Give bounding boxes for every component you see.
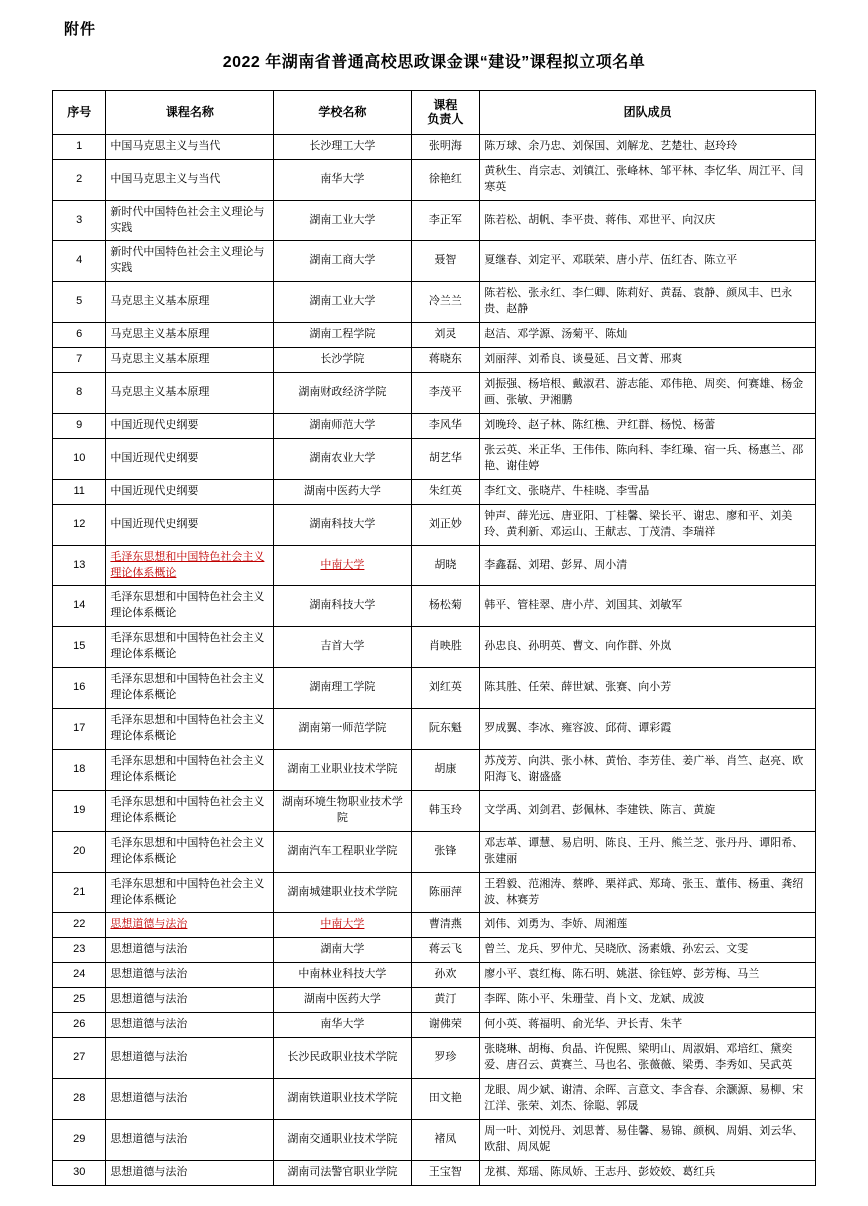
cell-course-name: 思想道德与法治 (106, 1160, 274, 1185)
table-row (53, 413, 816, 438)
cell-school-name: 中南大学 (274, 913, 411, 938)
cell-school-name: 湖南科技大学 (274, 586, 411, 627)
cell-course-name: 马克思主义基本原理 (106, 348, 274, 373)
cell-no: 12 (53, 504, 106, 545)
cell-no: 1 (53, 134, 106, 159)
cell-course-name: 毛泽东思想和中国特色社会主义理论体系概论 (106, 668, 274, 709)
cell-no: 8 (53, 373, 106, 414)
cell-no: 7 (53, 348, 106, 373)
cell-course-name: 中国近现代史纲要 (106, 504, 274, 545)
cell-course-name: 毛泽东思想和中国特色社会主义理论体系概论 (106, 749, 274, 790)
cell-course-name: 思想道德与法治 (106, 938, 274, 963)
cell-no: 21 (53, 872, 106, 913)
table-row (53, 1160, 816, 1185)
cell-course-leader: 刘正妙 (411, 504, 480, 545)
cell-team-members: 王碧毅、范湘涛、蔡晔、栗祥武、郑琦、张玉、董伟、杨重、龚绍波、林赛芳 (480, 872, 816, 913)
cell-team-members: 周一叶、刘悦丹、刘思菁、易佳馨、易锦、颜枫、周娟、刘云华、欧甜、周凤妮 (480, 1119, 816, 1160)
cell-team-members: 陈其胜、任荣、薛世斌、张赛、向小芳 (480, 668, 816, 709)
table-row (53, 988, 816, 1013)
cell-no: 22 (53, 913, 106, 938)
table-row (53, 159, 816, 200)
cell-course-name: 思想道德与法治 (106, 988, 274, 1013)
cell-team-members: 刘伟、刘勇为、李娇、周湘莲 (480, 913, 816, 938)
table-row (53, 963, 816, 988)
cell-no: 11 (53, 479, 106, 504)
cell-course-leader: 褚凤 (411, 1119, 480, 1160)
cell-course-leader: 朱红英 (411, 479, 480, 504)
cell-no: 23 (53, 938, 106, 963)
cell-team-members: 张云英、米正华、王伟伟、陈向科、李红璪、宿一兵、杨惠兰、邵艳、谢佳婷 (480, 438, 816, 479)
cell-course-leader: 胡艺华 (411, 438, 480, 479)
cell-school-name: 湖南交通职业技术学院 (274, 1119, 411, 1160)
cell-team-members: 孙忠良、孙明英、曹文、向作群、外岚 (480, 627, 816, 668)
cell-team-members: 陈若松、张永红、李仁卿、陈莉好、黄磊、袁静、颜凤丰、巴永贵、赵静 (480, 282, 816, 323)
table-row (53, 323, 816, 348)
cell-team-members: 李鑫磊、刘珺、彭昇、周小清 (480, 545, 816, 586)
cell-school-name: 湖南大学 (274, 938, 411, 963)
cell-team-members: 曾兰、龙兵、罗仲尤、吴晓欣、汤素娥、孙宏云、文雯 (480, 938, 816, 963)
cell-course-leader: 罗珍 (411, 1038, 480, 1079)
table-row (53, 1013, 816, 1038)
cell-school-name: 湖南第一师范学院 (274, 709, 411, 750)
cell-team-members: 刘晚玲、赵子林、陈红樵、尹红群、杨悦、杨蕾 (480, 413, 816, 438)
cell-course-name: 毛泽东思想和中国特色社会主义理论体系概论 (106, 872, 274, 913)
table-row (53, 709, 816, 750)
cell-course-leader: 张锋 (411, 831, 480, 872)
table-row (53, 586, 816, 627)
cell-course-name: 中国马克思主义与当代 (106, 159, 274, 200)
cell-team-members: 陈万球、余乃忠、刘保国、刘解龙、艺楚壮、赵玲玲 (480, 134, 816, 159)
cell-team-members: 廖小平、袁红梅、陈石明、姚湛、徐钰婷、彭芳梅、马兰 (480, 963, 816, 988)
cell-no: 10 (53, 438, 106, 479)
cell-no: 17 (53, 709, 106, 750)
cell-no: 3 (53, 200, 106, 241)
cell-school-name: 中南大学 (274, 545, 411, 586)
cell-course-leader: 李风华 (411, 413, 480, 438)
cell-team-members: 文学禹、刘剑君、彭佩林、李建铁、陈言、黄旋 (480, 790, 816, 831)
cell-school-name: 湖南工商大学 (274, 241, 411, 282)
cell-course-name: 毛泽东思想和中国特色社会主义理论体系概论 (106, 545, 274, 586)
table-row (53, 479, 816, 504)
cell-course-leader: 田文艳 (411, 1079, 480, 1120)
cell-school-name: 湖南司法警官职业学院 (274, 1160, 411, 1185)
cell-course-leader: 聂智 (411, 241, 480, 282)
cell-no: 14 (53, 586, 106, 627)
cell-course-name: 思想道德与法治 (106, 1038, 274, 1079)
cell-course-leader: 刘红英 (411, 668, 480, 709)
cell-course-name: 中国近现代史纲要 (106, 438, 274, 479)
cell-course-leader: 阮东魁 (411, 709, 480, 750)
course-list-table (52, 90, 816, 1186)
cell-no: 29 (53, 1119, 106, 1160)
cell-team-members: 黄秋生、肖宗志、刘镇江、张峰林、邹平林、李忆华、周江平、闫寒英 (480, 159, 816, 200)
table-row (53, 938, 816, 963)
cell-school-name: 湖南工业大学 (274, 282, 411, 323)
table-row (53, 504, 816, 545)
cell-no: 9 (53, 413, 106, 438)
cell-school-name: 长沙学院 (274, 348, 411, 373)
table-row (53, 545, 816, 586)
cell-no: 24 (53, 963, 106, 988)
cell-team-members: 陈若松、胡帆、李平贵、蒋伟、邓世平、向汉庆 (480, 200, 816, 241)
page-title: 2022 年湖南省普通高校思政课金课“建设”课程拟立项名单 (222, 54, 646, 71)
table-row (53, 1038, 816, 1079)
cell-course-leader: 胡晓 (411, 545, 480, 586)
cell-course-name: 新时代中国特色社会主义理论与实践 (106, 241, 274, 282)
cell-school-name: 湖南汽车工程职业学院 (274, 831, 411, 872)
header-team-members: 团队成员 (480, 91, 816, 135)
cell-course-leader: 韩玉玲 (411, 790, 480, 831)
cell-course-name: 毛泽东思想和中国特色社会主义理论体系概论 (106, 586, 274, 627)
cell-school-name: 湖南理工学院 (274, 668, 411, 709)
cell-school-name: 湖南工业大学 (274, 200, 411, 241)
cell-school-name: 湖南农业大学 (274, 438, 411, 479)
cell-course-leader: 冷兰兰 (411, 282, 480, 323)
cell-team-members: 龙眼、周少斌、谢清、余晖、言意文、李含春、余灏源、易柳、宋江洋、张荣、刘杰、徐聪、郭晟 (480, 1079, 816, 1120)
table-row (53, 1079, 816, 1120)
table-row (53, 241, 816, 282)
cell-no: 20 (53, 831, 106, 872)
cell-no: 16 (53, 668, 106, 709)
cell-course-name: 中国近现代史纲要 (106, 479, 274, 504)
table-row (53, 913, 816, 938)
cell-no: 2 (53, 159, 106, 200)
cell-course-name: 思想道德与法治 (106, 913, 274, 938)
cell-team-members: 邓志革、谭慧、易启明、陈良、王丹、熊兰芝、张丹丹、谭阳希、张建丽 (480, 831, 816, 872)
cell-no: 6 (53, 323, 106, 348)
cell-course-leader: 孙欢 (411, 963, 480, 988)
header-course-leader (411, 91, 480, 135)
cell-team-members: 赵洁、邓学源、汤菊平、陈灿 (480, 323, 816, 348)
cell-course-leader: 张明海 (411, 134, 480, 159)
header-course-name: 课程名称 (106, 91, 274, 135)
cell-school-name: 吉首大学 (274, 627, 411, 668)
table-row (53, 627, 816, 668)
cell-course-leader: 李茂平 (411, 373, 480, 414)
table-row (53, 348, 816, 373)
cell-course-name: 毛泽东思想和中国特色社会主义理论体系概论 (106, 709, 274, 750)
cell-school-name: 湖南铁道职业技术学院 (274, 1079, 411, 1120)
cell-no: 26 (53, 1013, 106, 1038)
cell-no: 25 (53, 988, 106, 1013)
cell-no: 28 (53, 1079, 106, 1120)
cell-no: 15 (53, 627, 106, 668)
cell-course-name: 思想道德与法治 (106, 1079, 274, 1120)
cell-course-leader: 曹清燕 (411, 913, 480, 938)
cell-school-name: 湖南工程学院 (274, 323, 411, 348)
table-row (53, 438, 816, 479)
cell-team-members: 韩平、管桂翠、唐小芹、刘国其、刘敏军 (480, 586, 816, 627)
header-course-leader-line2: 负责人 (427, 112, 464, 127)
cell-school-name: 中南林业科技大学 (274, 963, 411, 988)
cell-course-leader: 蒋云飞 (411, 938, 480, 963)
cell-team-members: 钟声、薛光远、唐亚阳、丁桂馨、梁长平、谢忠、廖和平、刘美玲、黄利新、邓运山、王献志、丁茂清、李瑞祥 (480, 504, 816, 545)
table-row (53, 668, 816, 709)
table-row (53, 282, 816, 323)
table-header-row (53, 91, 816, 135)
cell-course-name: 毛泽东思想和中国特色社会主义理论体系概论 (106, 790, 274, 831)
cell-school-name: 南华大学 (274, 159, 411, 200)
cell-team-members: 李晖、陈小平、朱珊莹、肖卜文、龙斌、成波 (480, 988, 816, 1013)
cell-school-name: 湖南环境生物职业技术学院 (274, 790, 411, 831)
table-row (53, 872, 816, 913)
cell-team-members: 何小英、蒋福明、俞光华、尹长青、朱芊 (480, 1013, 816, 1038)
attachment-label: 附件 (64, 21, 97, 38)
cell-course-leader: 黄汀 (411, 988, 480, 1013)
cell-course-leader: 蒋晓东 (411, 348, 480, 373)
header-course-leader-line1: 课程 (433, 98, 458, 112)
cell-no: 30 (53, 1160, 106, 1185)
cell-course-leader: 谢佛荣 (411, 1013, 480, 1038)
cell-course-name: 思想道德与法治 (106, 963, 274, 988)
cell-course-name: 马克思主义基本原理 (106, 373, 274, 414)
cell-no: 4 (53, 241, 106, 282)
cell-course-name: 新时代中国特色社会主义理论与实践 (106, 200, 274, 241)
cell-team-members: 刘丽萍、刘希良、谈曼延、吕文菁、邢爽 (480, 348, 816, 373)
cell-team-members: 张晓琳、胡梅、贠晶、许倪熙、梁明山、周淑娟、邓培红、黛奕爱、唐召云、黄赛兰、马也名、张薇薇、梁勇、李秀如、吴武英 (480, 1038, 816, 1079)
cell-school-name: 南华大学 (274, 1013, 411, 1038)
table-row (53, 200, 816, 241)
cell-course-leader: 徐艳红 (411, 159, 480, 200)
table-row (53, 1119, 816, 1160)
header-no: 序号 (53, 91, 106, 135)
cell-no: 18 (53, 749, 106, 790)
table-row (53, 831, 816, 872)
cell-school-name: 长沙民政职业技术学院 (274, 1038, 411, 1079)
cell-team-members: 刘振强、杨培根、戴淑君、游志能、邓伟艳、周奕、何赛雄、杨金画、张敏、尹湘鹏 (480, 373, 816, 414)
cell-team-members: 罗成翼、李冰、雍容波、邱荷、谭彩霞 (480, 709, 816, 750)
cell-no: 19 (53, 790, 106, 831)
cell-course-name: 毛泽东思想和中国特色社会主义理论体系概论 (106, 627, 274, 668)
cell-school-name: 湖南中医药大学 (274, 988, 411, 1013)
cell-course-name: 马克思主义基本原理 (106, 323, 274, 348)
cell-course-leader: 李正军 (411, 200, 480, 241)
cell-course-name: 马克思主义基本原理 (106, 282, 274, 323)
cell-course-name: 中国近现代史纲要 (106, 413, 274, 438)
cell-school-name: 湖南中医药大学 (274, 479, 411, 504)
cell-team-members: 李红文、张晓芹、牛桂晓、李雪晶 (480, 479, 816, 504)
cell-course-name: 思想道德与法治 (106, 1119, 274, 1160)
cell-course-name: 思想道德与法治 (106, 1013, 274, 1038)
cell-course-leader: 胡康 (411, 749, 480, 790)
cell-course-leader: 王宝智 (411, 1160, 480, 1185)
cell-no: 27 (53, 1038, 106, 1079)
cell-course-name: 毛泽东思想和中国特色社会主义理论体系概论 (106, 831, 274, 872)
cell-course-leader: 刘灵 (411, 323, 480, 348)
cell-no: 5 (53, 282, 106, 323)
cell-school-name: 湖南科技大学 (274, 504, 411, 545)
cell-team-members: 夏继春、刘定平、邓联荣、唐小芹、伍红杏、陈立平 (480, 241, 816, 282)
cell-no: 13 (53, 545, 106, 586)
cell-course-name: 中国马克思主义与当代 (106, 134, 274, 159)
table-row (53, 373, 816, 414)
cell-school-name: 湖南师范大学 (274, 413, 411, 438)
table-body (53, 134, 816, 1185)
table-row (53, 790, 816, 831)
cell-course-leader: 肖映胜 (411, 627, 480, 668)
header-school-name: 学校名称 (274, 91, 411, 135)
table-row (53, 134, 816, 159)
table-row (53, 749, 816, 790)
cell-school-name: 长沙理工大学 (274, 134, 411, 159)
cell-team-members: 苏茂芳、向洪、张小林、黄怡、李芳佳、姜广举、肖竺、赵亮、欧阳海飞、谢盛盛 (480, 749, 816, 790)
cell-team-members: 龙褀、郑瑶、陈凤娇、王志丹、彭姣姣、葛红兵 (480, 1160, 816, 1185)
cell-course-leader: 杨松菊 (411, 586, 480, 627)
cell-school-name: 湖南财政经济学院 (274, 373, 411, 414)
cell-school-name: 湖南城建职业技术学院 (274, 872, 411, 913)
cell-school-name: 湖南工业职业技术学院 (274, 749, 411, 790)
cell-course-leader: 陈丽萍 (411, 872, 480, 913)
